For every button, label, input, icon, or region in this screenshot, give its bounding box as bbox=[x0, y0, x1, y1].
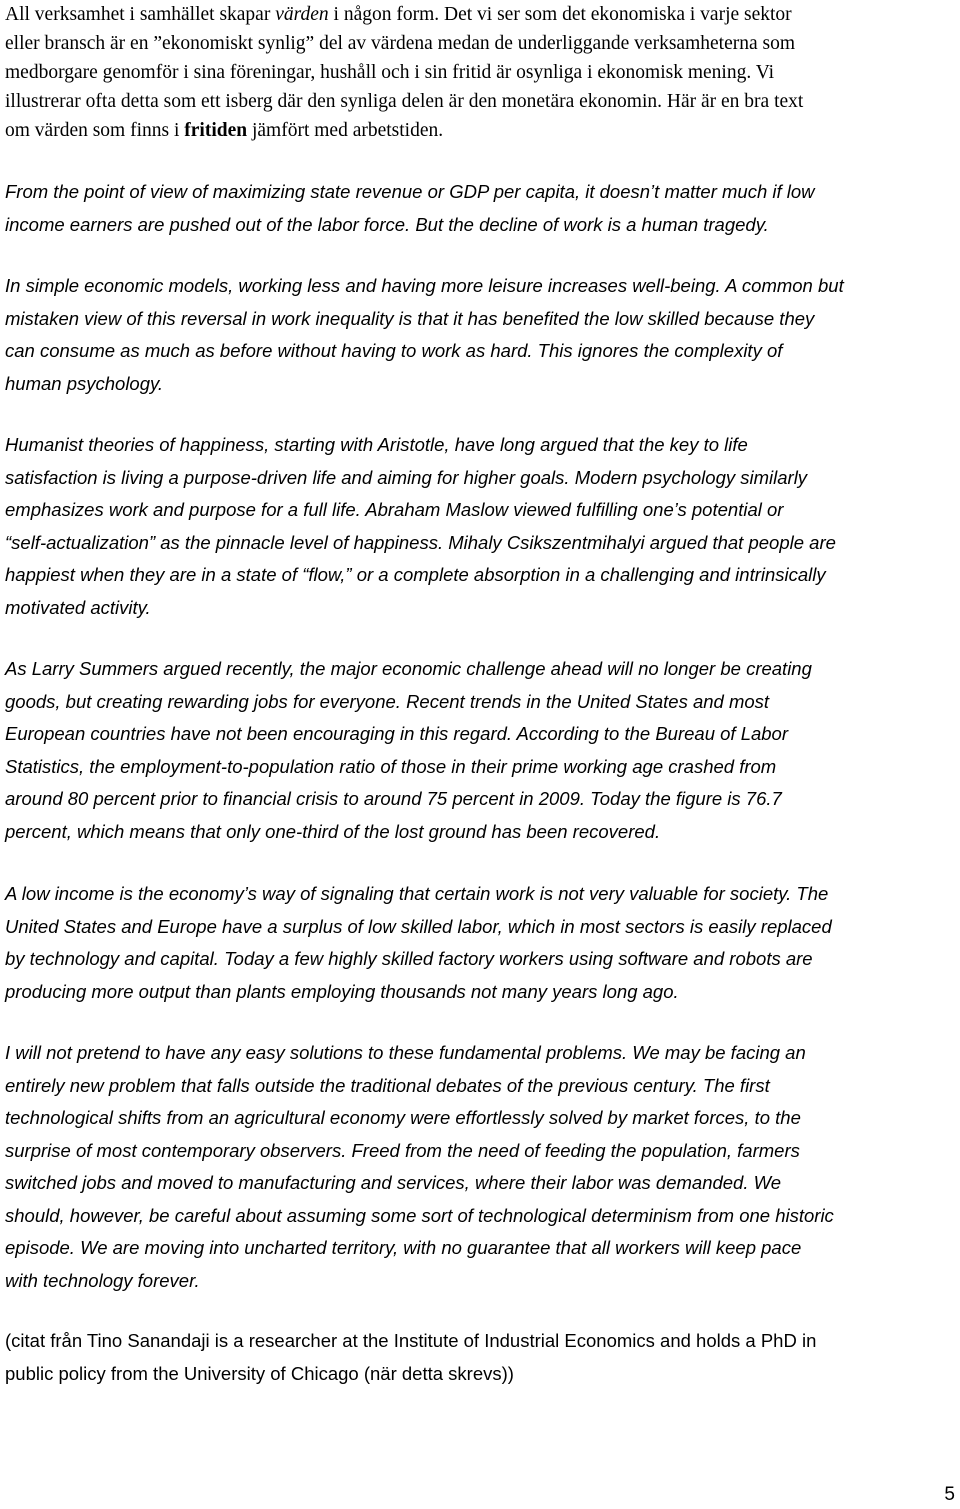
text-line: with technology forever. bbox=[5, 1269, 200, 1291]
text-line: Humanist theories of happiness, starting with Aristotle, have long argued that the key to life bbox=[5, 434, 748, 455]
text-line: In simple economic models, working less and having more leisure increases well-being. A common but bbox=[5, 275, 844, 296]
text-line: om värden som finns i fritiden jämfört med arbetstiden. bbox=[5, 120, 444, 141]
quote-paragraph-3 bbox=[5, 429, 960, 624]
text-line: entirely new problem that falls outside the traditional debates of the previous century. The first bbox=[5, 1074, 770, 1096]
text-line: I will not pretend to have any easy solutions to these fundamental problems. We may be facing an bbox=[5, 1042, 806, 1063]
text-line: by technology and capital. Today a few highly skilled factory workers using software and robots are bbox=[5, 948, 813, 969]
emphasis-fritiden: fritiden bbox=[184, 120, 248, 141]
text-line: From the point of view of maximizing state revenue or GDP per capita, it doesn’t matter much if low bbox=[5, 181, 815, 202]
text-line: can consume as much as before without having to work as hard. This ignores the complexity of bbox=[5, 340, 783, 361]
text-line: should, however, be careful about assuming some sort of technological determinism from one historic bbox=[5, 1204, 834, 1226]
quote-paragraph-6 bbox=[5, 1037, 960, 1297]
page-number: 5 bbox=[944, 1484, 955, 1505]
text-line: producing more output than plants employing thousands not many years long ago. bbox=[5, 980, 679, 1002]
text-line: around 80 percent prior to financial crisis to around 75 percent in 2009. Today the figure is 76.7 bbox=[5, 788, 782, 809]
text-line: eller bransch är en ”ekonomiskt synlig” del av värdena medan de underliggande verksamheterna som bbox=[5, 33, 795, 54]
text-line: medborgare genomför i sina föreningar, hushåll och i sin fritid är osynliga i ekonomisk mening. Vi bbox=[5, 62, 775, 83]
text-line: United States and Europe have a surplus of low skilled labor, which in most sectors is easily replaced bbox=[5, 915, 832, 937]
text-line: income earners are pushed out of the labor force. But the decline of work is a human tragedy. bbox=[5, 213, 769, 235]
text-line: emphasizes work and purpose for a full life. Abraham Maslow viewed fulfilling one’s potential or bbox=[5, 499, 784, 520]
quote-paragraph-2 bbox=[5, 270, 960, 400]
text-line: surprise of most contemporary observers. Freed from the need of feeding the population, farmers bbox=[5, 1139, 800, 1161]
text-line: happiest when they are in a state of “flow,” or a complete absorption in a challenging and intrinsically bbox=[5, 564, 826, 585]
text-line: Statistics, the employment-to-population ratio of those in their prime working age crashed from bbox=[5, 755, 777, 777]
text-line: As Larry Summers argued recently, the major economic challenge ahead will no longer be creating bbox=[5, 658, 812, 679]
text-line: percent, which means that only one-third of the lost ground has been recovered. bbox=[5, 820, 661, 842]
text-line: satisfaction is living a purpose-driven life and aiming for higher goals. Modern psychology similarly bbox=[5, 466, 808, 488]
text-line: All verksamhet i samhället skapar värden i någon form. Det vi ser som det ekonomiska i varje sektor bbox=[5, 4, 792, 25]
text-line: goods, but creating rewarding jobs for everyone. Recent trends in the United States and most bbox=[5, 690, 770, 712]
text-line: public policy from the University of Chicago (när detta skrevs)) bbox=[5, 1362, 514, 1384]
text-line: illustrerar ofta detta som ett isberg där den synliga delen är den monetära ekonomin. Här är en bra text bbox=[5, 91, 804, 112]
text-line: human psychology. bbox=[5, 372, 164, 394]
quote-paragraph-4 bbox=[5, 653, 960, 848]
text-line: “self-actualization” as the pinnacle level of happiness. Mihaly Csikszentmihalyi argued that people are bbox=[5, 531, 836, 553]
text-line: technological shifts from an agricultural economy were effortlessly solved by market forces, to the bbox=[5, 1107, 801, 1128]
citation-paragraph bbox=[5, 1325, 960, 1390]
text-line: (citat från Tino Sanandaji is a researcher at the Institute of Industrial Economics and holds a PhD in bbox=[5, 1330, 817, 1351]
swedish-intro-paragraph bbox=[5, 0, 960, 145]
text-line: episode. We are moving into uncharted territory, with no guarantee that all workers will keep pace bbox=[5, 1237, 802, 1258]
text-line: switched jobs and moved to manufacturing and services, where their labor was demanded. We bbox=[5, 1172, 782, 1193]
quote-paragraph-1 bbox=[5, 176, 960, 241]
text-line: motivated activity. bbox=[5, 596, 151, 618]
emphasis-varden: värden bbox=[275, 4, 329, 25]
text-line: A low income is the economy’s way of signaling that certain work is not very valuable for society. The bbox=[5, 883, 829, 904]
text-line: European countries have not been encouraging in this regard. According to the Bureau of Labor bbox=[5, 723, 789, 744]
text-line: mistaken view of this reversal in work inequality is that it has benefited the low skilled because they bbox=[5, 307, 815, 329]
quote-paragraph-5 bbox=[5, 878, 960, 1008]
